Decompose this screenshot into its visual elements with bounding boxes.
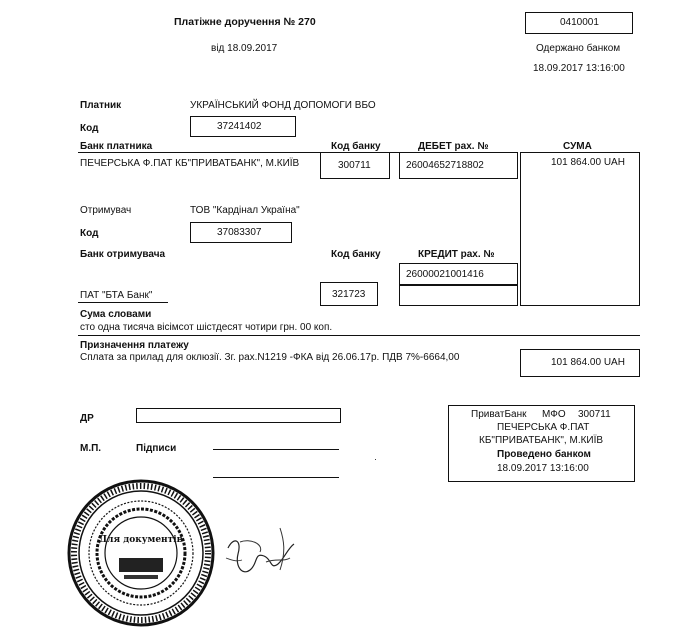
- signature-line-1: [213, 449, 339, 450]
- recipient-bank-name: ПАТ "БТА Банк": [80, 290, 153, 301]
- recipient-code: 37083307: [217, 227, 262, 238]
- payer-code-label: Код: [80, 123, 99, 134]
- recipient-label: Отримувач: [80, 205, 132, 216]
- mp-label: М.П.: [80, 443, 102, 454]
- payer-label: Платник: [80, 100, 122, 111]
- received-label: Одержано банком: [536, 43, 621, 54]
- company-seal: [66, 478, 216, 628]
- sum-amount: 101 864.00 UAH: [551, 157, 625, 168]
- signatures-label: Підписи: [136, 443, 177, 454]
- payer-name: УКРАЇНСЬКИЙ ФОНД ДОПОМОГИ ВБО: [190, 100, 376, 111]
- credit-account-box: [399, 263, 518, 285]
- debit-account-box: [399, 152, 518, 179]
- debit-account: 26004652718802: [406, 160, 484, 171]
- signature-line-2: [213, 477, 339, 478]
- payer-bank-code-label: Код банку: [331, 141, 381, 152]
- stamp-status: Проведено банком: [497, 449, 591, 460]
- received-datetime: 18.09.2017 13:16:00: [533, 63, 625, 74]
- form-code: 0410001: [560, 17, 599, 28]
- dr-label: ДР: [80, 413, 94, 424]
- sum-repeat-box: [520, 349, 640, 377]
- seal-center-text: Для документів: [99, 535, 183, 545]
- stamp-bank: ПриватБанк: [471, 409, 527, 420]
- recipient-bank-label: Банк отримувача: [80, 249, 166, 260]
- recipient-code-box: [190, 222, 292, 243]
- sum-label: СУМА: [563, 141, 592, 152]
- stamp-mfo-label: МФО: [542, 409, 566, 420]
- words-label: Сума словами: [80, 309, 152, 320]
- dr-box: [136, 408, 341, 423]
- divider-words: [78, 335, 640, 336]
- payer-bank-name: ПЕЧЕРСЬКА Ф.ПАТ КБ"ПРИВАТБАНК", М.КИЇВ: [80, 158, 300, 169]
- payer-bank-code: 300711: [338, 160, 371, 171]
- document-title: Платіжне доручення № 270: [174, 16, 316, 28]
- payer-bank-label: Банк платника: [80, 141, 153, 152]
- credit-extra-box: [399, 285, 518, 306]
- credit-label: КРЕДИТ рах. №: [418, 249, 495, 260]
- document-date: від 18.09.2017: [211, 43, 278, 54]
- stamp-line2: ПЕЧЕРСЬКА Ф.ПАТ: [497, 422, 590, 433]
- divider-recipient-bank: [78, 302, 168, 303]
- recipient-bank-code: 321723: [332, 289, 366, 300]
- purpose-label: Призначення платежу: [80, 340, 189, 351]
- recipient-name: ТОВ "Кардінал Україна": [190, 205, 300, 216]
- stamp-mfo: 300711: [578, 409, 611, 420]
- signature-scribble: [220, 518, 310, 588]
- payer-bank-code-box: [320, 152, 390, 179]
- stamp-datetime: 18.09.2017 13:16:00: [497, 463, 589, 474]
- recipient-bank-code-box: [320, 282, 378, 306]
- payer-code: 37241402: [217, 121, 262, 132]
- purpose-text: Сплата за прилад для оклюзії. Зг. рах.N1219 -ФКА від 26.06.17р. ПДВ 7%-6664,00: [80, 352, 460, 363]
- sum-box: [520, 152, 640, 306]
- stamp-line3: КБ"ПРИВАТБАНК", М.КИЇВ: [479, 435, 604, 446]
- recipient-code-label: Код: [80, 228, 99, 239]
- stray-mark: ·: [374, 454, 377, 464]
- sum-amount-repeat: 101 864.00 UAH: [551, 357, 625, 368]
- recipient-bank-code-label: Код банку: [331, 249, 381, 260]
- bank-stamp-box: [448, 405, 635, 482]
- debit-label: ДЕБЕТ рах. №: [418, 141, 489, 152]
- words-text: сто одна тисяча вісімсот шістдесят чотири грн. 00 коп.: [80, 322, 333, 333]
- form-code-box: [525, 12, 633, 34]
- credit-account: 26000021001416: [406, 269, 484, 280]
- payer-code-box: [190, 116, 296, 137]
